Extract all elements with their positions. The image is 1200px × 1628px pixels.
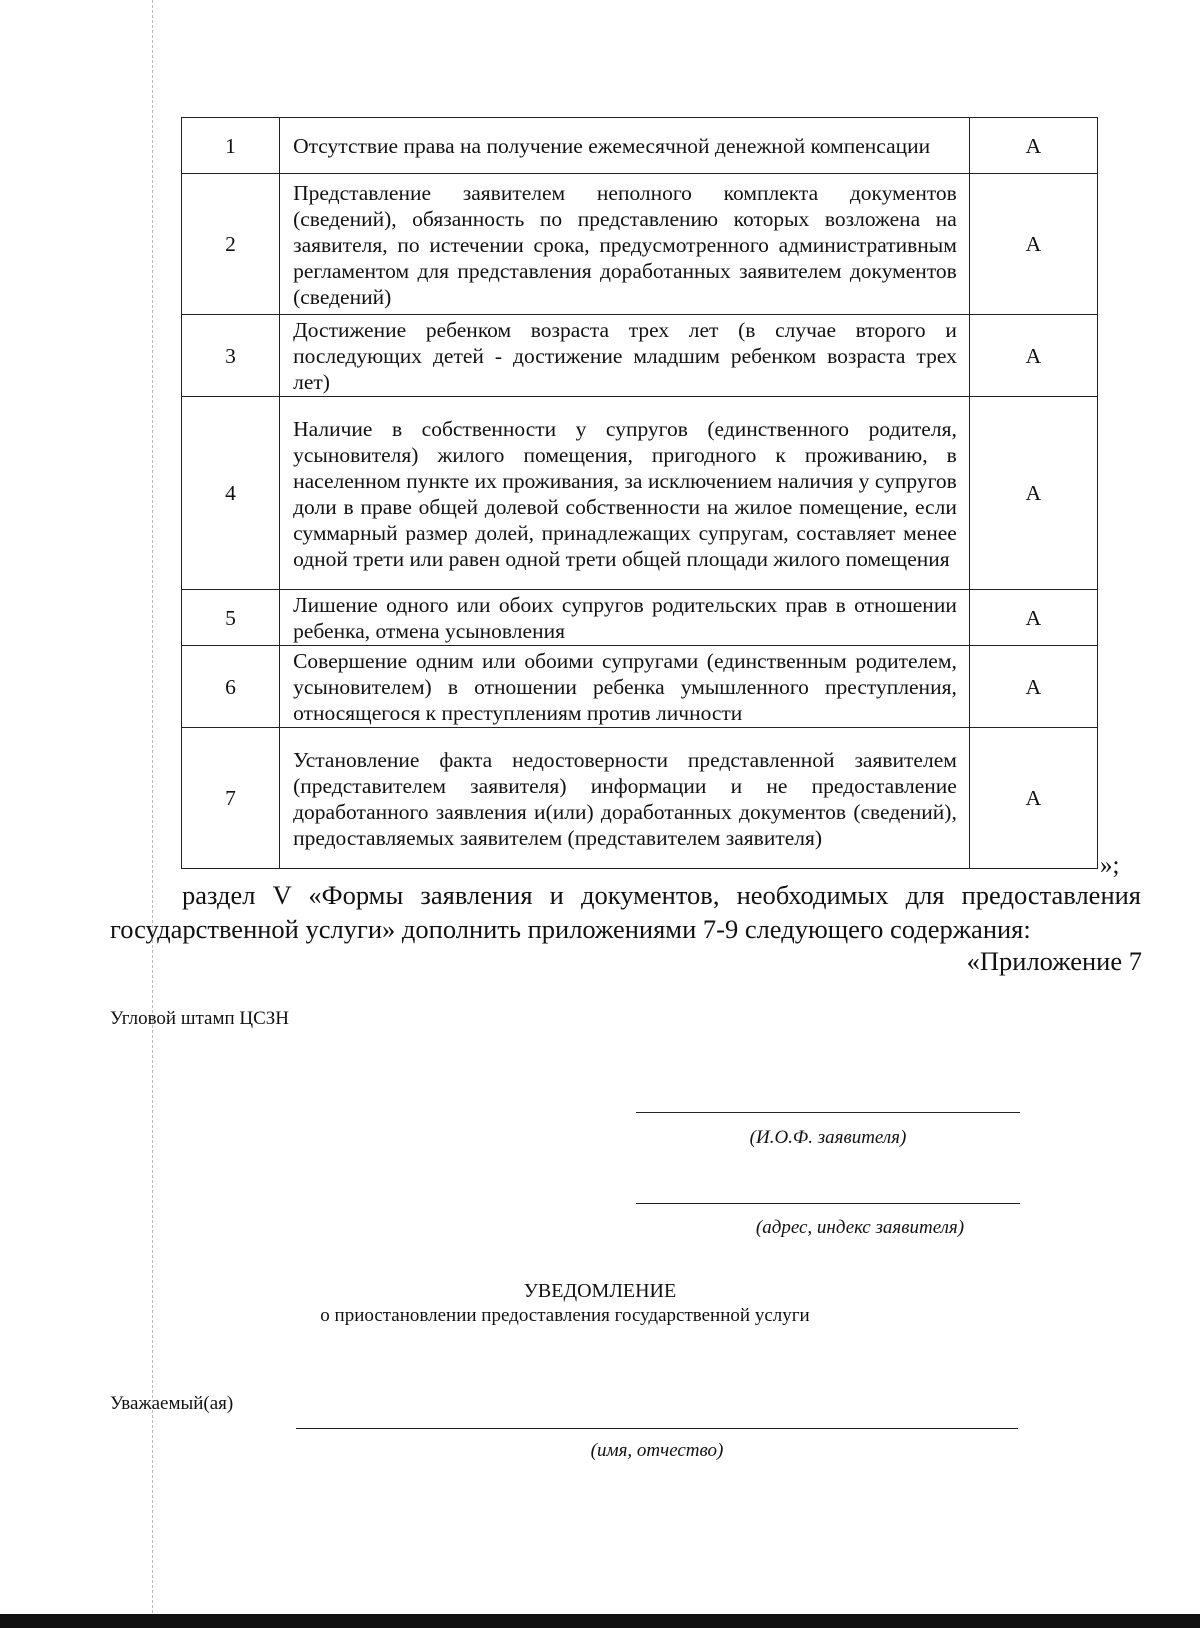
recipient-name-caption: (имя, отчество): [590, 1440, 724, 1461]
row-code: А: [969, 646, 1097, 728]
recipient-name-line: [296, 1428, 1018, 1429]
table-row: [182, 590, 1098, 646]
row-code: А: [969, 397, 1097, 590]
table-row: [182, 646, 1098, 728]
row-text: Отсутствие права на получение ежемесячной денежной компенсации: [280, 118, 970, 174]
corner-stamp-label: Угловой штамп ЦСЗН: [110, 1008, 290, 1029]
table-row: [182, 118, 1098, 174]
table-row: [182, 397, 1098, 590]
row-code: А: [969, 174, 1097, 315]
row-code: А: [969, 315, 1097, 397]
row-number: 3: [182, 315, 280, 397]
annex-label: «Приложение 7: [966, 946, 1142, 976]
row-number: 1: [182, 118, 280, 174]
grounds-table: [181, 117, 1098, 869]
applicant-address-caption: (адрес, индекс заявителя): [755, 1217, 965, 1238]
row-number: 4: [182, 397, 280, 590]
table-row: [182, 315, 1098, 397]
row-text: Наличие в собственности у супругов (единственного родителя, усыновителя) жилого помещения, пригодного к проживанию, в населенном пункте их проживания, за исключением наличия у супругов доли в праве общей долевой собственности на жилое помещение, если суммарный размер долей, принадлежащих супругам, составляет менее одной трети или равен одной трети общей площади жилого помещения: [280, 397, 970, 590]
salutation: Уважаемый(ая): [110, 1393, 234, 1414]
row-number: 6: [182, 646, 280, 728]
row-text: Совершение одним или обоими супругами (единственным родителем, усыновителем) в отношении ребенка умышленного преступления, относящегося к преступлениям против личности: [280, 646, 970, 728]
row-code: А: [969, 590, 1097, 646]
row-number: 7: [182, 728, 280, 869]
row-code: А: [969, 118, 1097, 174]
applicant-name-caption: (И.О.Ф. заявителя): [749, 1127, 907, 1148]
table-row: [182, 728, 1098, 869]
applicant-name-line: [636, 1112, 1020, 1113]
amendment-paragraph: раздел V «Формы заявления и документов, необходимых для предоставления государственной услуги» дополнить приложениями 7-9 следующего содержания:: [110, 880, 1141, 944]
notice-subtitle: о приостановлении предоставления государственной услуги: [320, 1305, 810, 1326]
table-row: [182, 174, 1098, 315]
row-text: Достижение ребенком возраста трех лет (в случае второго и последующих детей - достижение младшим ребенком возраста трех лет): [280, 315, 970, 397]
scan-fold-line: [152, 0, 153, 1628]
row-text: Лишение одного или обоих супругов родительских прав в отношении ребенка, отмена усыновления: [280, 590, 970, 646]
applicant-address-line: [636, 1203, 1020, 1204]
notice-title: УВЕДОМЛЕНИЕ: [523, 1280, 677, 1302]
scan-bottom-edge: [0, 1614, 1200, 1628]
closing-quote: »;: [1100, 852, 1120, 879]
row-text: Установление факта недостоверности представленной заявителем (представителем заявителя) информации и не предоставление доработанного заявления и(или) доработанных документов (сведений), предоставляемых заявителем (представителем заявителя): [280, 728, 970, 869]
row-number: 2: [182, 174, 280, 315]
row-code: А: [969, 728, 1097, 869]
row-text: Представление заявителем неполного комплекта документов (сведений), обязанность по представлению которых возложена на заявителя, по истечении срока, предусмотренного административным регламентом для представления доработанных заявителем документов (сведений): [280, 174, 970, 315]
row-number: 5: [182, 590, 280, 646]
